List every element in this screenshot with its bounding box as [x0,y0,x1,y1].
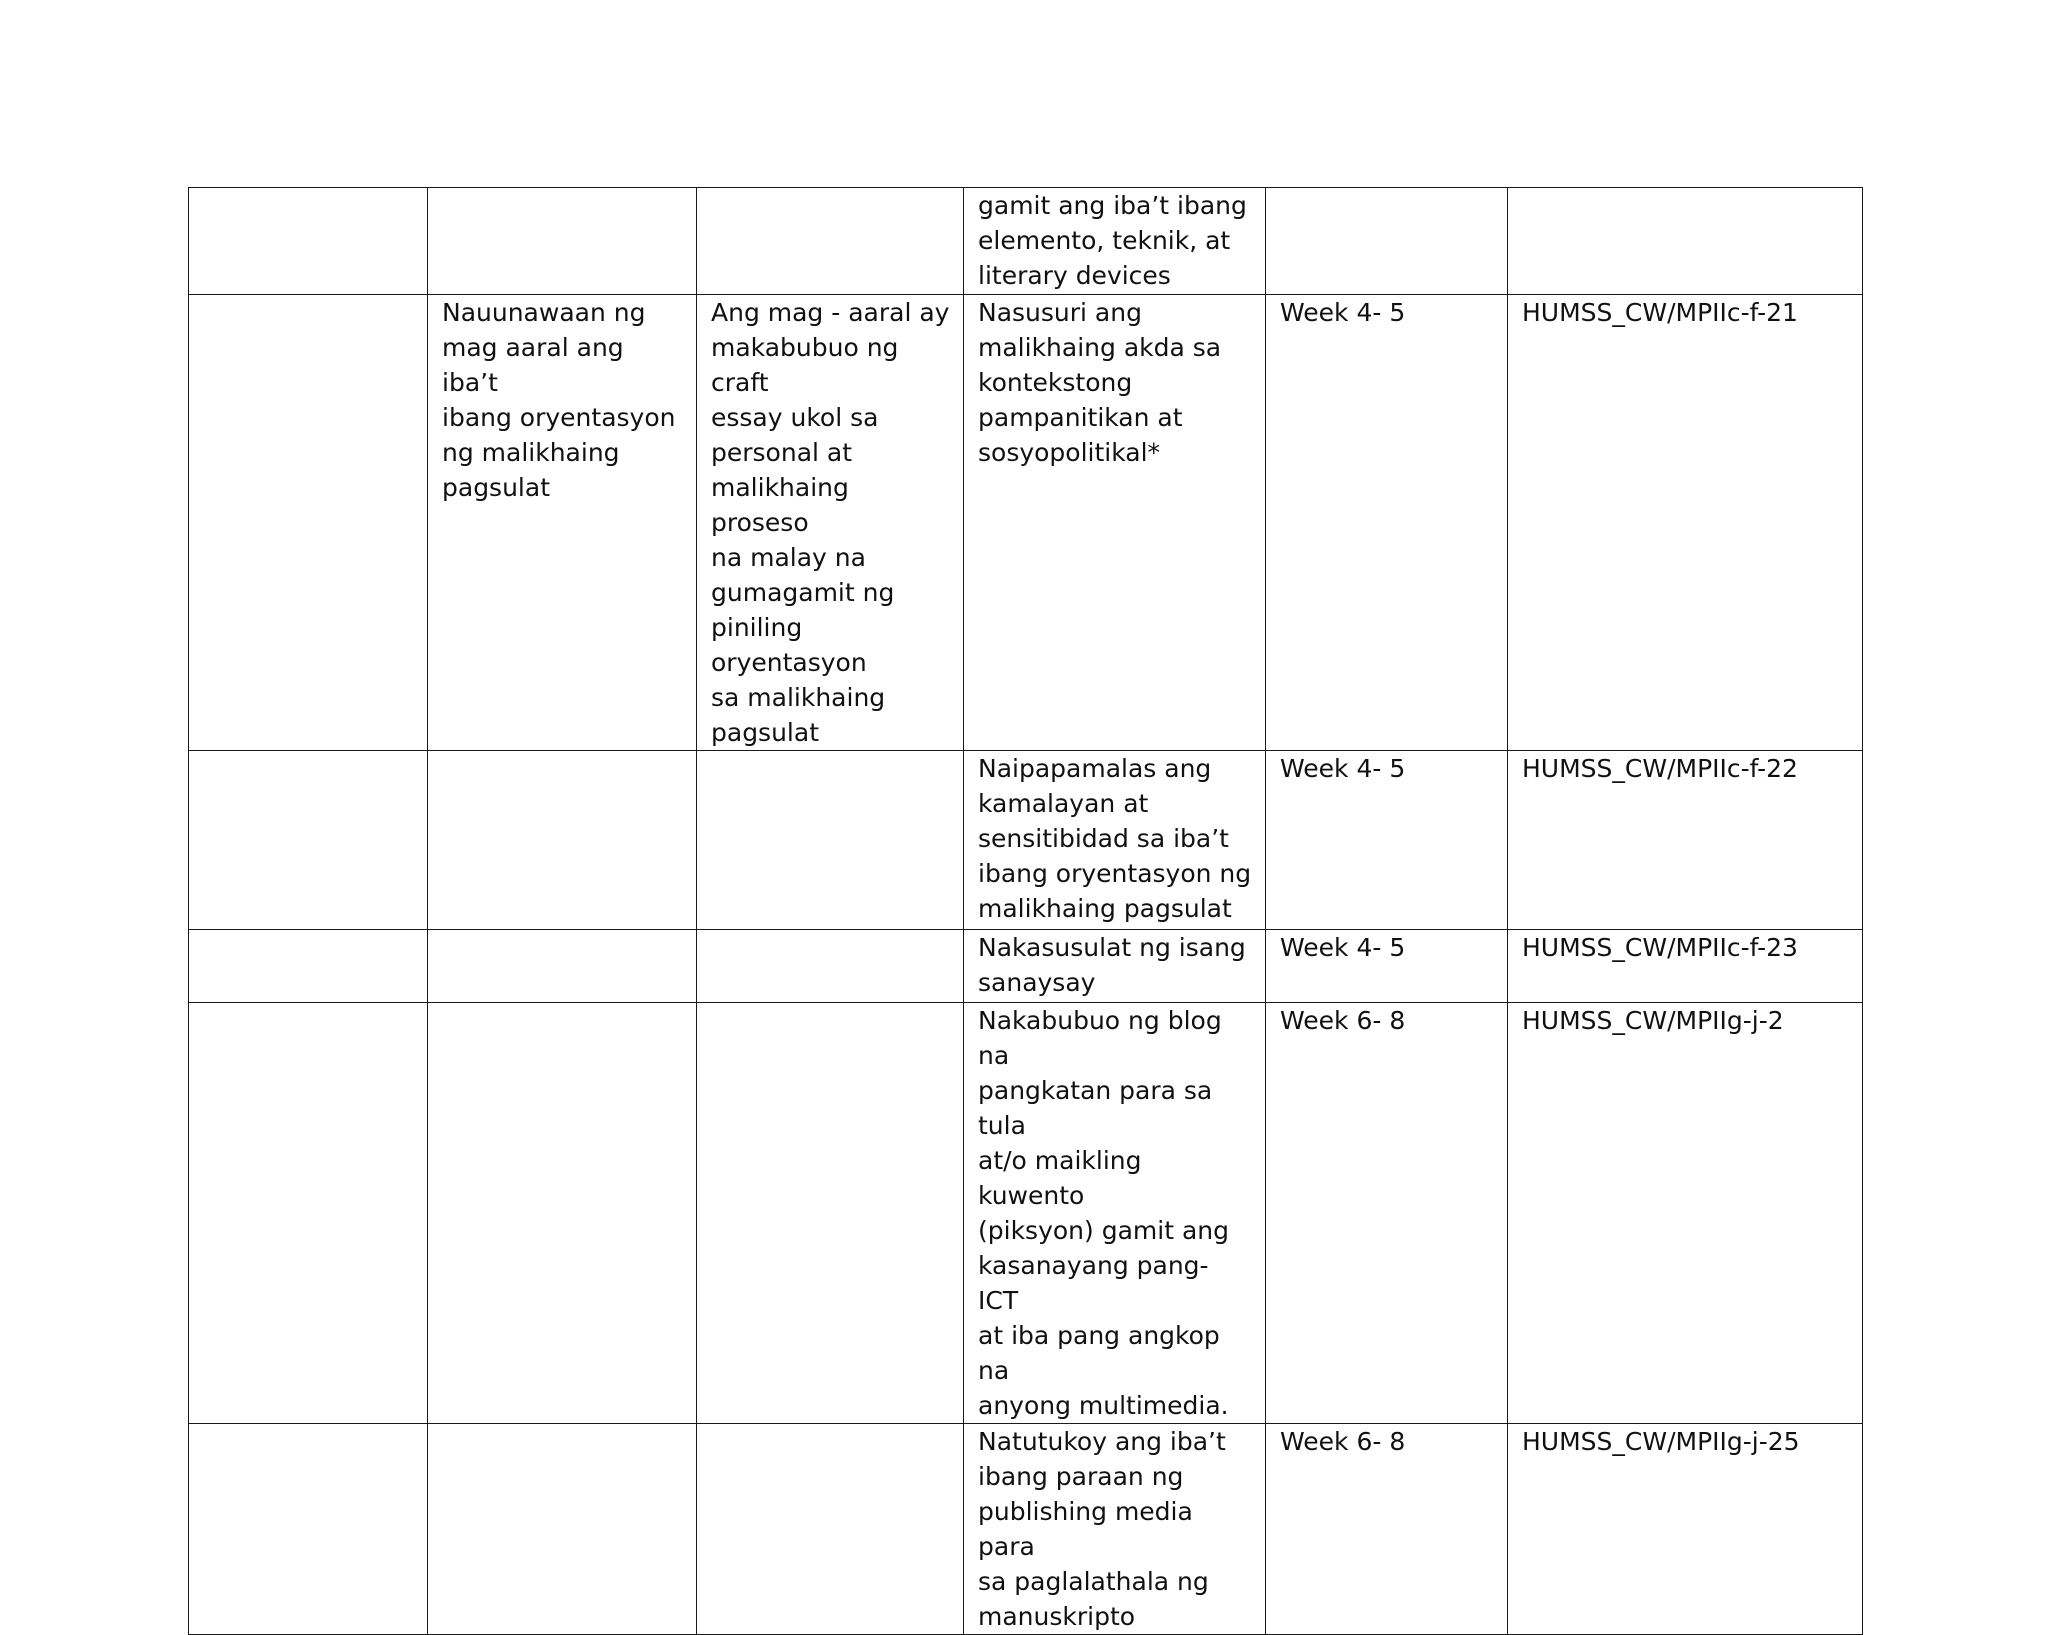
code-cell: HUMSS_CW/MPIIg-j-25 [1508,1424,1863,1635]
week-cell: Week 4- 5 [1266,751,1508,930]
performance-standard-cell [697,751,964,930]
code-cell: HUMSS_CW/MPIIc-f-21 [1508,295,1863,751]
week-cell [1266,188,1508,295]
content-standard-cell [428,930,697,1003]
week-cell: Week 4- 5 [1266,295,1508,751]
learning-competency-cell: gamit ang iba’t ibang elemento, teknik, at literary devices [964,188,1266,295]
table-row [189,930,1863,1003]
table-row [189,751,1863,930]
code-cell: HUMSS_CW/MPIIc-f-23 [1508,930,1863,1003]
performance-standard-cell [697,1424,964,1635]
content-standard-cell [428,1424,697,1635]
table-cell [189,188,428,295]
performance-standard-cell [697,188,964,295]
content-standard-cell [428,188,697,295]
performance-standard-cell [697,930,964,1003]
learning-competency-cell: Naipapamalas ang kamalayan at sensitibidad sa iba’t ibang oryentasyon ng malikhaing pagsulat [964,751,1266,930]
table-row [189,1424,1863,1635]
table-row [189,295,1863,751]
week-cell: Week 4- 5 [1266,930,1508,1003]
table-row [189,1003,1863,1424]
performance-standard-cell [697,1003,964,1424]
content-standard-cell: Nauunawaan ng mag aaral ang iba’t ibang oryentasyon ng malikhaing pagsulat [428,295,697,751]
table-cell [189,1424,428,1635]
code-cell [1508,188,1863,295]
table-cell [189,1003,428,1424]
content-standard-cell [428,1003,697,1424]
learning-competency-cell: Nakasusulat ng isang sanaysay [964,930,1266,1003]
learning-competency-cell: Nakabubuo ng blog na pangkatan para sa tula at/o maikling kuwento (piksyon) gamit ang kasanayang pang- ICT at iba pang angkop na anyong multimedia. [964,1003,1266,1424]
table-cell [189,295,428,751]
performance-standard-cell: Ang mag - aaral ay makabubuo ng craft essay ukol sa personal at malikhaing proseso na malay na gumagamit ng piniling oryentasyon sa malikhaing pagsulat [697,295,964,751]
code-cell: HUMSS_CW/MPIIg-j-2 [1508,1003,1863,1424]
table-cell [189,930,428,1003]
week-cell: Week 6- 8 [1266,1424,1508,1635]
learning-competency-cell: Natutukoy ang iba’t ibang paraan ng publishing media para sa paglalathala ng manuskripto [964,1424,1266,1635]
table-row [189,188,1863,295]
learning-competency-cell: Nasusuri ang malikhaing akda sa kontekstong pampanitikan at sosyopolitikal* [964,295,1266,751]
content-standard-cell [428,751,697,930]
week-cell: Week 6- 8 [1266,1003,1508,1424]
curriculum-table [188,187,1863,1635]
table-cell [189,751,428,930]
code-cell: HUMSS_CW/MPIIc-f-22 [1508,751,1863,930]
